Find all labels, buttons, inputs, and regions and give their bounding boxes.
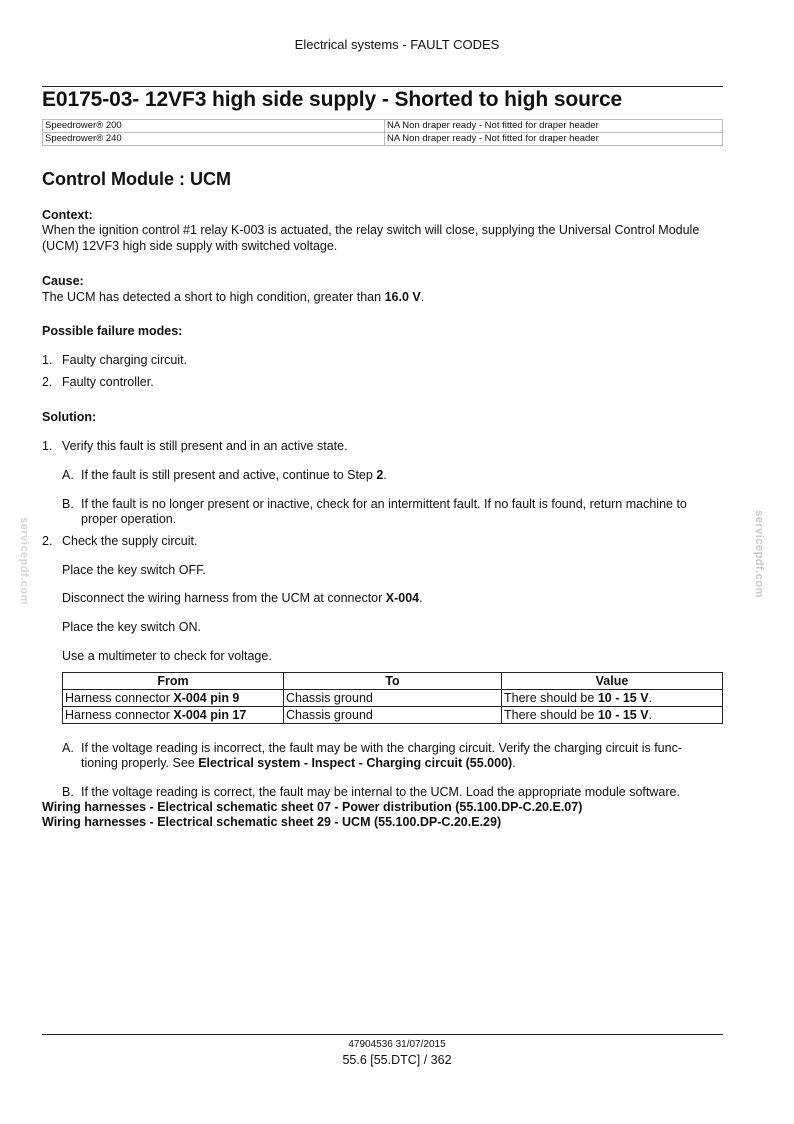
substep-text-line-2 xyxy=(81,755,516,771)
context-line-1: When the ignition control #1 relay K-003 is actuated, the relay switch will close, supplying the Universal Control Module xyxy=(42,223,700,237)
step-reference: 2 xyxy=(376,468,384,482)
instruction-text: Place the key switch OFF. xyxy=(62,563,206,577)
cell-bold-text: X-004 pin 9 xyxy=(173,690,240,705)
cause-label: Cause: xyxy=(42,274,84,288)
footer-rule xyxy=(42,1034,723,1035)
substep-text-line-1: If the voltage reading is incorrect, the fault may be with the charging circuit. Verify the charging circuit is func- xyxy=(81,741,682,755)
step-text: Verify this fault is still present and in an active state. xyxy=(62,439,348,453)
failure-modes-label: Possible failure modes: xyxy=(42,324,183,338)
instruction-text xyxy=(62,590,423,606)
list-number: 1. xyxy=(42,353,53,367)
step-text: Check the supply circuit. xyxy=(62,534,198,548)
reference-link[interactable]: Wiring harnesses - Electrical schematic sheet 29 - UCM (55.100.DP-C.20.E.29) xyxy=(42,815,502,829)
cell-text: Harness connector xyxy=(65,707,174,722)
cell-text: Harness connector xyxy=(65,690,174,705)
footer-doc-ref: 47904536 31/07/2015 xyxy=(348,1039,446,1050)
table-cell-value xyxy=(502,707,723,724)
table-cell-from xyxy=(63,707,284,724)
substep-text-line-2: proper operation. xyxy=(81,512,177,526)
cell-text: . xyxy=(648,690,653,705)
watermark-right: servicepdf.com xyxy=(752,510,765,598)
applicability-model: Speedrower® 200 xyxy=(43,120,385,133)
module-heading: Control Module : UCM xyxy=(42,169,231,189)
reference-link[interactable]: Wiring harnesses - Electrical schematic sheet 07 - Power distribution (55.100.DP-C.20.E.07) xyxy=(42,800,583,814)
step-number: 1. xyxy=(42,439,53,453)
table-row xyxy=(63,707,723,724)
column-header: To xyxy=(284,673,502,690)
cause-text-pre: The UCM has detected a short to high condition, greater than xyxy=(42,290,385,304)
table-row xyxy=(43,120,723,133)
voltage-check-table xyxy=(62,672,723,724)
substep-text-pre: tioning properly. See xyxy=(81,756,199,770)
substep-text-post: . xyxy=(383,468,387,482)
applicability-model: Speedrower® 240 xyxy=(43,133,385,146)
instruction-text: Use a multimeter to check for voltage. xyxy=(62,649,272,663)
cell-text: There should be xyxy=(504,707,598,722)
substep-letter: B. xyxy=(62,497,74,511)
cause-text xyxy=(42,289,424,305)
table-row xyxy=(43,133,723,146)
context-line-2: (UCM) 12VF3 high side supply with switched voltage. xyxy=(42,239,338,253)
connector-reference: X-004 xyxy=(385,591,420,605)
context-label: Context: xyxy=(42,208,93,222)
table-cell-to: Chassis ground xyxy=(284,690,502,707)
substep-letter: B. xyxy=(62,785,74,799)
applicability-note: NA Non draper ready - Not fitted for draper header xyxy=(385,120,723,133)
column-header: From xyxy=(63,673,284,690)
column-header: Value xyxy=(502,673,723,690)
cause-threshold-value: 16.0 V xyxy=(384,290,421,304)
list-item: Faulty charging circuit. xyxy=(62,353,188,367)
table-cell-value xyxy=(502,690,723,707)
substep-text-post: . xyxy=(512,756,516,770)
table-cell-to: Chassis ground xyxy=(284,707,502,724)
cell-text: There should be xyxy=(504,690,598,705)
substep-letter: A. xyxy=(62,741,74,755)
step-number: 2. xyxy=(42,534,53,548)
running-header: Electrical systems - FAULT CODES xyxy=(294,37,500,52)
substep-text-pre: If the fault is still present and active, continue to Step xyxy=(81,468,377,482)
instruction-text-post: . xyxy=(419,591,423,605)
list-item: Faulty controller. xyxy=(62,375,154,389)
table-header-row xyxy=(63,673,723,690)
applicability-note: NA Non draper ready - Not fitted for draper header xyxy=(385,133,723,146)
substep-text-line-1: If the fault is no longer present or inactive, check for an intermittent fault. If no fault is found, return machine to xyxy=(81,497,687,511)
substep-text xyxy=(81,467,387,483)
table-cell-from xyxy=(63,690,284,707)
cross-reference-link[interactable]: Electrical system - Inspect - Charging circuit (55.000) xyxy=(198,756,513,770)
title-rule xyxy=(42,86,723,87)
solution-label: Solution: xyxy=(42,410,97,424)
cause-text-post: . xyxy=(420,290,425,304)
page-title: E0175-03- 12VF3 high side supply - Shorted to high source xyxy=(42,88,623,111)
substep-letter: A. xyxy=(62,468,74,482)
instruction-text: Place the key switch ON. xyxy=(62,620,201,634)
footer-page-ref: 55.6 [55.DTC] / 362 xyxy=(342,1053,452,1067)
substep-text: If the voltage reading is correct, the fault may be internal to the UCM. Load the appropriate module software. xyxy=(81,785,680,799)
cell-bold-text: X-004 pin 17 xyxy=(173,707,247,722)
watermark-left: servicepdf.com xyxy=(17,517,30,605)
cell-text: . xyxy=(648,707,653,722)
list-number: 2. xyxy=(42,375,53,389)
instruction-text-pre: Disconnect the wiring harness from the UCM at connector xyxy=(62,591,386,605)
cell-bold-text: 10 - 15 V xyxy=(597,690,649,705)
table-row xyxy=(63,690,723,707)
applicability-table xyxy=(42,119,723,146)
cell-bold-text: 10 - 15 V xyxy=(597,707,649,722)
